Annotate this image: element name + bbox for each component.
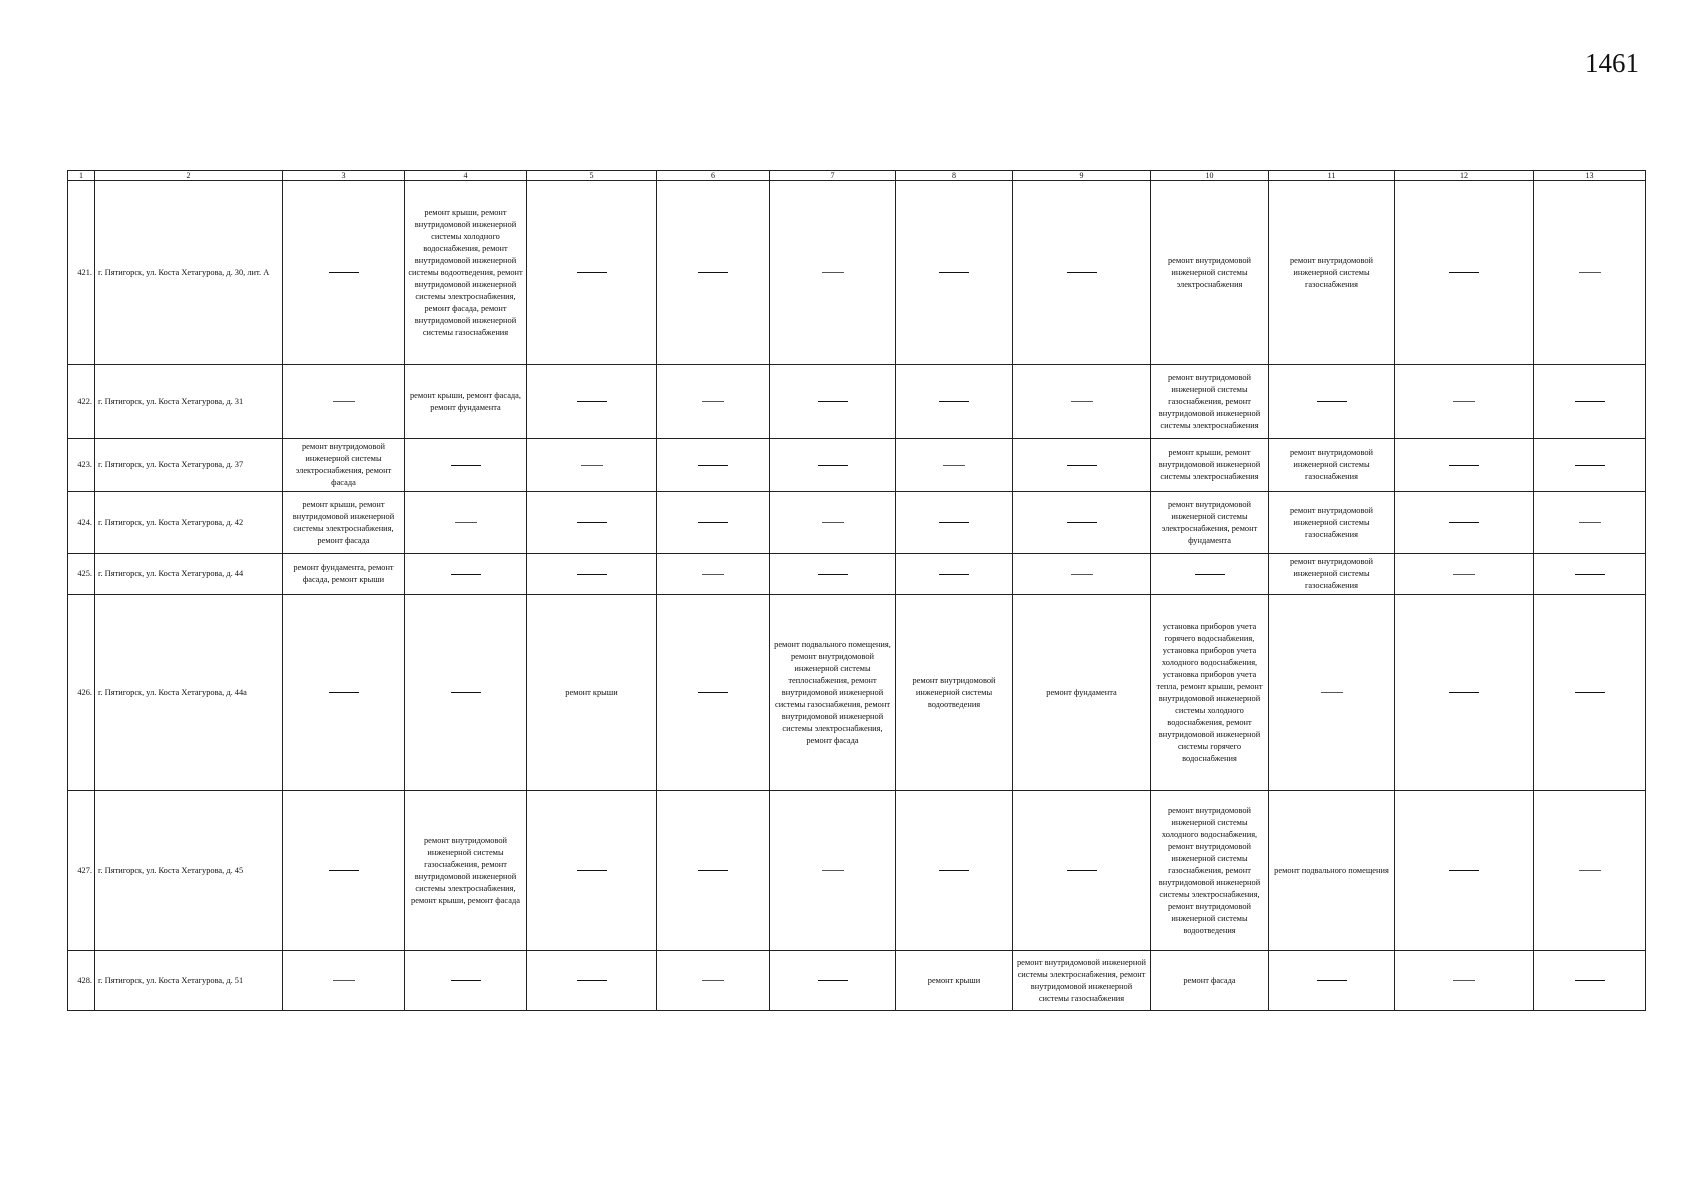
dash-mark xyxy=(939,401,969,402)
dash-mark xyxy=(577,870,607,871)
empty-cell xyxy=(1534,554,1646,595)
column-number: 4 xyxy=(405,171,527,181)
table-row xyxy=(68,791,1646,951)
dash-mark xyxy=(1575,692,1605,693)
empty-cell xyxy=(1395,791,1534,951)
column-number: 13 xyxy=(1534,171,1646,181)
empty-cell xyxy=(283,181,405,365)
row-number: 421. xyxy=(68,181,95,365)
dash-mark xyxy=(1317,980,1347,981)
dash-mark xyxy=(1579,522,1601,523)
dash-mark xyxy=(333,401,355,402)
empty-cell xyxy=(283,595,405,791)
dash-mark xyxy=(698,465,728,466)
empty-cell xyxy=(1013,791,1151,951)
dash-mark xyxy=(451,465,481,466)
empty-cell xyxy=(1534,492,1646,554)
empty-cell xyxy=(770,439,896,492)
empty-cell xyxy=(1269,595,1395,791)
table-row xyxy=(68,181,1646,365)
dash-mark xyxy=(818,401,848,402)
empty-cell xyxy=(1534,439,1646,492)
empty-cell xyxy=(770,554,896,595)
dash-mark xyxy=(1321,692,1343,693)
empty-cell xyxy=(527,951,657,1011)
dash-mark xyxy=(1067,272,1097,273)
work-cell: ремонт внутридомовой инженерной системы электроснабжения, ремонт внутридомовой инженерной системы газоснабжения xyxy=(1013,951,1151,1011)
address-cell: г. Пятигорск, ул. Коста Хетагурова, д. 42 xyxy=(95,492,283,554)
column-number: 8 xyxy=(896,171,1013,181)
page-number: 1461 xyxy=(1585,48,1639,78)
empty-cell xyxy=(405,492,527,554)
dash-mark xyxy=(698,692,728,693)
empty-cell xyxy=(1395,951,1534,1011)
empty-cell xyxy=(1395,492,1534,554)
dash-mark xyxy=(577,401,607,402)
dash-mark xyxy=(698,870,728,871)
empty-cell xyxy=(1395,439,1534,492)
empty-cell xyxy=(1013,181,1151,365)
dash-mark xyxy=(577,522,607,523)
dash-mark xyxy=(581,465,603,466)
empty-cell xyxy=(1013,554,1151,595)
dash-mark xyxy=(1067,522,1097,523)
empty-cell xyxy=(1151,554,1269,595)
empty-cell xyxy=(896,554,1013,595)
address-cell: г. Пятигорск, ул. Коста Хетагурова, д. 44 xyxy=(95,554,283,595)
table-row xyxy=(68,365,1646,439)
dash-mark xyxy=(455,522,477,523)
table-row xyxy=(68,951,1646,1011)
dash-mark xyxy=(818,574,848,575)
dash-mark xyxy=(702,980,724,981)
empty-cell xyxy=(527,492,657,554)
work-cell: ремонт крыши, ремонт внутридомовой инженерной системы холодного водоснабжения, ремонт внутридомовой инженерной системы водоотведения, ремонт внутридомовой инженерной системы электроснабжения, ремонт фасада, ремонт внутридомовой инженерной системы газоснабжения xyxy=(405,181,527,365)
empty-cell xyxy=(283,365,405,439)
dash-mark xyxy=(1195,574,1225,575)
dash-mark xyxy=(577,574,607,575)
work-cell: ремонт фасада xyxy=(1151,951,1269,1011)
empty-cell xyxy=(896,492,1013,554)
dash-mark xyxy=(329,870,359,871)
empty-cell xyxy=(1534,181,1646,365)
dash-mark xyxy=(1449,465,1479,466)
work-cell: ремонт внутридомовой инженерной системы газоснабжения xyxy=(1269,554,1395,595)
empty-cell xyxy=(1013,365,1151,439)
empty-cell xyxy=(1534,595,1646,791)
dash-mark xyxy=(1071,401,1093,402)
column-number: 12 xyxy=(1395,171,1534,181)
dash-mark xyxy=(329,692,359,693)
dash-mark xyxy=(818,465,848,466)
dash-mark xyxy=(451,980,481,981)
address-cell: г. Пятигорск, ул. Коста Хетагурова, д. 31 xyxy=(95,365,283,439)
work-cell: ремонт внутридомовой инженерной системы холодного водоснабжения, ремонт внутридомовой инженерной системы газоснабжения, ремонт внутридомовой инженерной системы электроснабжения, ремонт внутридомовой инженерной системы водоотведения xyxy=(1151,791,1269,951)
dash-mark xyxy=(333,980,355,981)
work-cell: ремонт внутридомовой инженерной системы газоснабжения xyxy=(1269,181,1395,365)
empty-cell xyxy=(657,791,770,951)
row-number: 428. xyxy=(68,951,95,1011)
empty-cell xyxy=(283,951,405,1011)
column-number-row xyxy=(68,171,1646,181)
dash-mark xyxy=(939,870,969,871)
dash-mark xyxy=(822,522,844,523)
empty-cell xyxy=(405,439,527,492)
work-cell: ремонт подвального помещения, ремонт внутридомовой инженерной системы теплоснабжения, ремонт внутридомовой инженерной системы газоснабжения, ремонт внутридомовой инженерной системы электроснабжения, ремонт фасада xyxy=(770,595,896,791)
dash-mark xyxy=(702,401,724,402)
empty-cell xyxy=(405,554,527,595)
dash-mark xyxy=(1453,401,1475,402)
empty-cell xyxy=(896,365,1013,439)
work-cell: ремонт внутридомовой инженерной системы электроснабжения, ремонт фасада xyxy=(283,439,405,492)
empty-cell xyxy=(657,951,770,1011)
work-cell: ремонт внутридомовой инженерной системы газоснабжения xyxy=(1269,492,1395,554)
empty-cell xyxy=(657,595,770,791)
dash-mark xyxy=(1071,574,1093,575)
dash-mark xyxy=(1453,980,1475,981)
dash-mark xyxy=(451,574,481,575)
column-number: 7 xyxy=(770,171,896,181)
empty-cell xyxy=(527,554,657,595)
dash-mark xyxy=(822,272,844,273)
work-cell: ремонт внутридомовой инженерной системы электроснабжения, ремонт фундамента xyxy=(1151,492,1269,554)
address-cell: г. Пятигорск, ул. Коста Хетагурова, д. 44а xyxy=(95,595,283,791)
work-cell: ремонт фундамента xyxy=(1013,595,1151,791)
empty-cell xyxy=(657,365,770,439)
work-cell: ремонт фундамента, ремонт фасада, ремонт крыши xyxy=(283,554,405,595)
empty-cell xyxy=(896,439,1013,492)
empty-cell xyxy=(770,365,896,439)
empty-cell xyxy=(896,791,1013,951)
empty-cell xyxy=(1269,365,1395,439)
empty-cell xyxy=(770,791,896,951)
dash-mark xyxy=(1575,980,1605,981)
table-row xyxy=(68,492,1646,554)
table-row xyxy=(68,595,1646,791)
dash-mark xyxy=(1317,401,1347,402)
dash-mark xyxy=(939,574,969,575)
empty-cell xyxy=(770,492,896,554)
work-cell: ремонт внутридомовой инженерной системы электроснабжения xyxy=(1151,181,1269,365)
row-number: 424. xyxy=(68,492,95,554)
dash-mark xyxy=(1579,272,1601,273)
column-number: 11 xyxy=(1269,171,1395,181)
dash-mark xyxy=(1575,574,1605,575)
work-cell: ремонт подвального помещения xyxy=(1269,791,1395,951)
empty-cell xyxy=(405,595,527,791)
dash-mark xyxy=(577,980,607,981)
dash-mark xyxy=(451,692,481,693)
empty-cell xyxy=(527,439,657,492)
empty-cell xyxy=(896,181,1013,365)
work-cell: ремонт внутридомовой инженерной системы водоотведения xyxy=(896,595,1013,791)
dash-mark xyxy=(1449,870,1479,871)
column-number: 5 xyxy=(527,171,657,181)
repair-schedule-table xyxy=(67,170,1646,1011)
row-number: 422. xyxy=(68,365,95,439)
row-number: 426. xyxy=(68,595,95,791)
dash-mark xyxy=(818,980,848,981)
empty-cell xyxy=(1395,181,1534,365)
row-number: 423. xyxy=(68,439,95,492)
empty-cell xyxy=(527,791,657,951)
work-cell: ремонт крыши xyxy=(527,595,657,791)
column-number: 3 xyxy=(283,171,405,181)
column-number: 2 xyxy=(95,171,283,181)
work-cell: ремонт крыши, ремонт фасада, ремонт фундамента xyxy=(405,365,527,439)
dash-mark xyxy=(329,272,359,273)
table-row xyxy=(68,554,1646,595)
empty-cell xyxy=(283,791,405,951)
dash-mark xyxy=(943,465,965,466)
empty-cell xyxy=(1269,951,1395,1011)
empty-cell xyxy=(770,951,896,1011)
empty-cell xyxy=(1013,492,1151,554)
dash-mark xyxy=(577,272,607,273)
column-number: 6 xyxy=(657,171,770,181)
empty-cell xyxy=(527,365,657,439)
empty-cell xyxy=(1395,365,1534,439)
empty-cell xyxy=(1395,595,1534,791)
dash-mark xyxy=(1453,574,1475,575)
work-cell: установка приборов учета горячего водоснабжения, установка приборов учета холодного водоснабжения, установка приборов учета тепла, ремонт крыши, ремонт внутридомовой инженерной системы холодного водоснабжения, ремонт внутридомовой инженерной системы горячего водоснабжения xyxy=(1151,595,1269,791)
empty-cell xyxy=(1013,439,1151,492)
column-number: 9 xyxy=(1013,171,1151,181)
work-cell: ремонт внутридомовой инженерной системы газоснабжения, ремонт внутридомовой инженерной системы электроснабжения xyxy=(1151,365,1269,439)
row-number: 427. xyxy=(68,791,95,951)
empty-cell xyxy=(657,554,770,595)
dash-mark xyxy=(1449,272,1479,273)
address-cell: г. Пятигорск, ул. Коста Хетагурова, д. 37 xyxy=(95,439,283,492)
address-cell: г. Пятигорск, ул. Коста Хетагурова, д. 45 xyxy=(95,791,283,951)
column-number: 1 xyxy=(68,171,95,181)
dash-mark xyxy=(939,272,969,273)
dash-mark xyxy=(1579,870,1601,871)
dash-mark xyxy=(1449,692,1479,693)
work-cell: ремонт крыши, ремонт внутридомовой инженерной системы электроснабжения xyxy=(1151,439,1269,492)
address-cell: г. Пятигорск, ул. Коста Хетагурова, д. 30, лит. А xyxy=(95,181,283,365)
dash-mark xyxy=(1449,522,1479,523)
dash-mark xyxy=(1575,401,1605,402)
empty-cell xyxy=(405,951,527,1011)
work-cell: ремонт крыши, ремонт внутридомовой инженерной системы электроснабжения, ремонт фасада xyxy=(283,492,405,554)
row-number: 425. xyxy=(68,554,95,595)
dash-mark xyxy=(1067,465,1097,466)
empty-cell xyxy=(657,492,770,554)
work-cell: ремонт внутридомовой инженерной системы газоснабжения, ремонт внутридомовой инженерной системы электроснабжения, ремонт крыши, ремонт фасада xyxy=(405,791,527,951)
dash-mark xyxy=(1067,870,1097,871)
dash-mark xyxy=(1575,465,1605,466)
column-number: 10 xyxy=(1151,171,1269,181)
empty-cell xyxy=(770,181,896,365)
empty-cell xyxy=(1534,951,1646,1011)
dash-mark xyxy=(698,272,728,273)
empty-cell xyxy=(1395,554,1534,595)
dash-mark xyxy=(939,522,969,523)
work-cell: ремонт крыши xyxy=(896,951,1013,1011)
address-cell: г. Пятигорск, ул. Коста Хетагурова, д. 51 xyxy=(95,951,283,1011)
dash-mark xyxy=(822,870,844,871)
empty-cell xyxy=(1534,791,1646,951)
dash-mark xyxy=(698,522,728,523)
empty-cell xyxy=(1534,365,1646,439)
table-row xyxy=(68,439,1646,492)
empty-cell xyxy=(657,181,770,365)
empty-cell xyxy=(657,439,770,492)
dash-mark xyxy=(702,574,724,575)
work-cell: ремонт внутридомовой инженерной системы газоснабжения xyxy=(1269,439,1395,492)
empty-cell xyxy=(527,181,657,365)
